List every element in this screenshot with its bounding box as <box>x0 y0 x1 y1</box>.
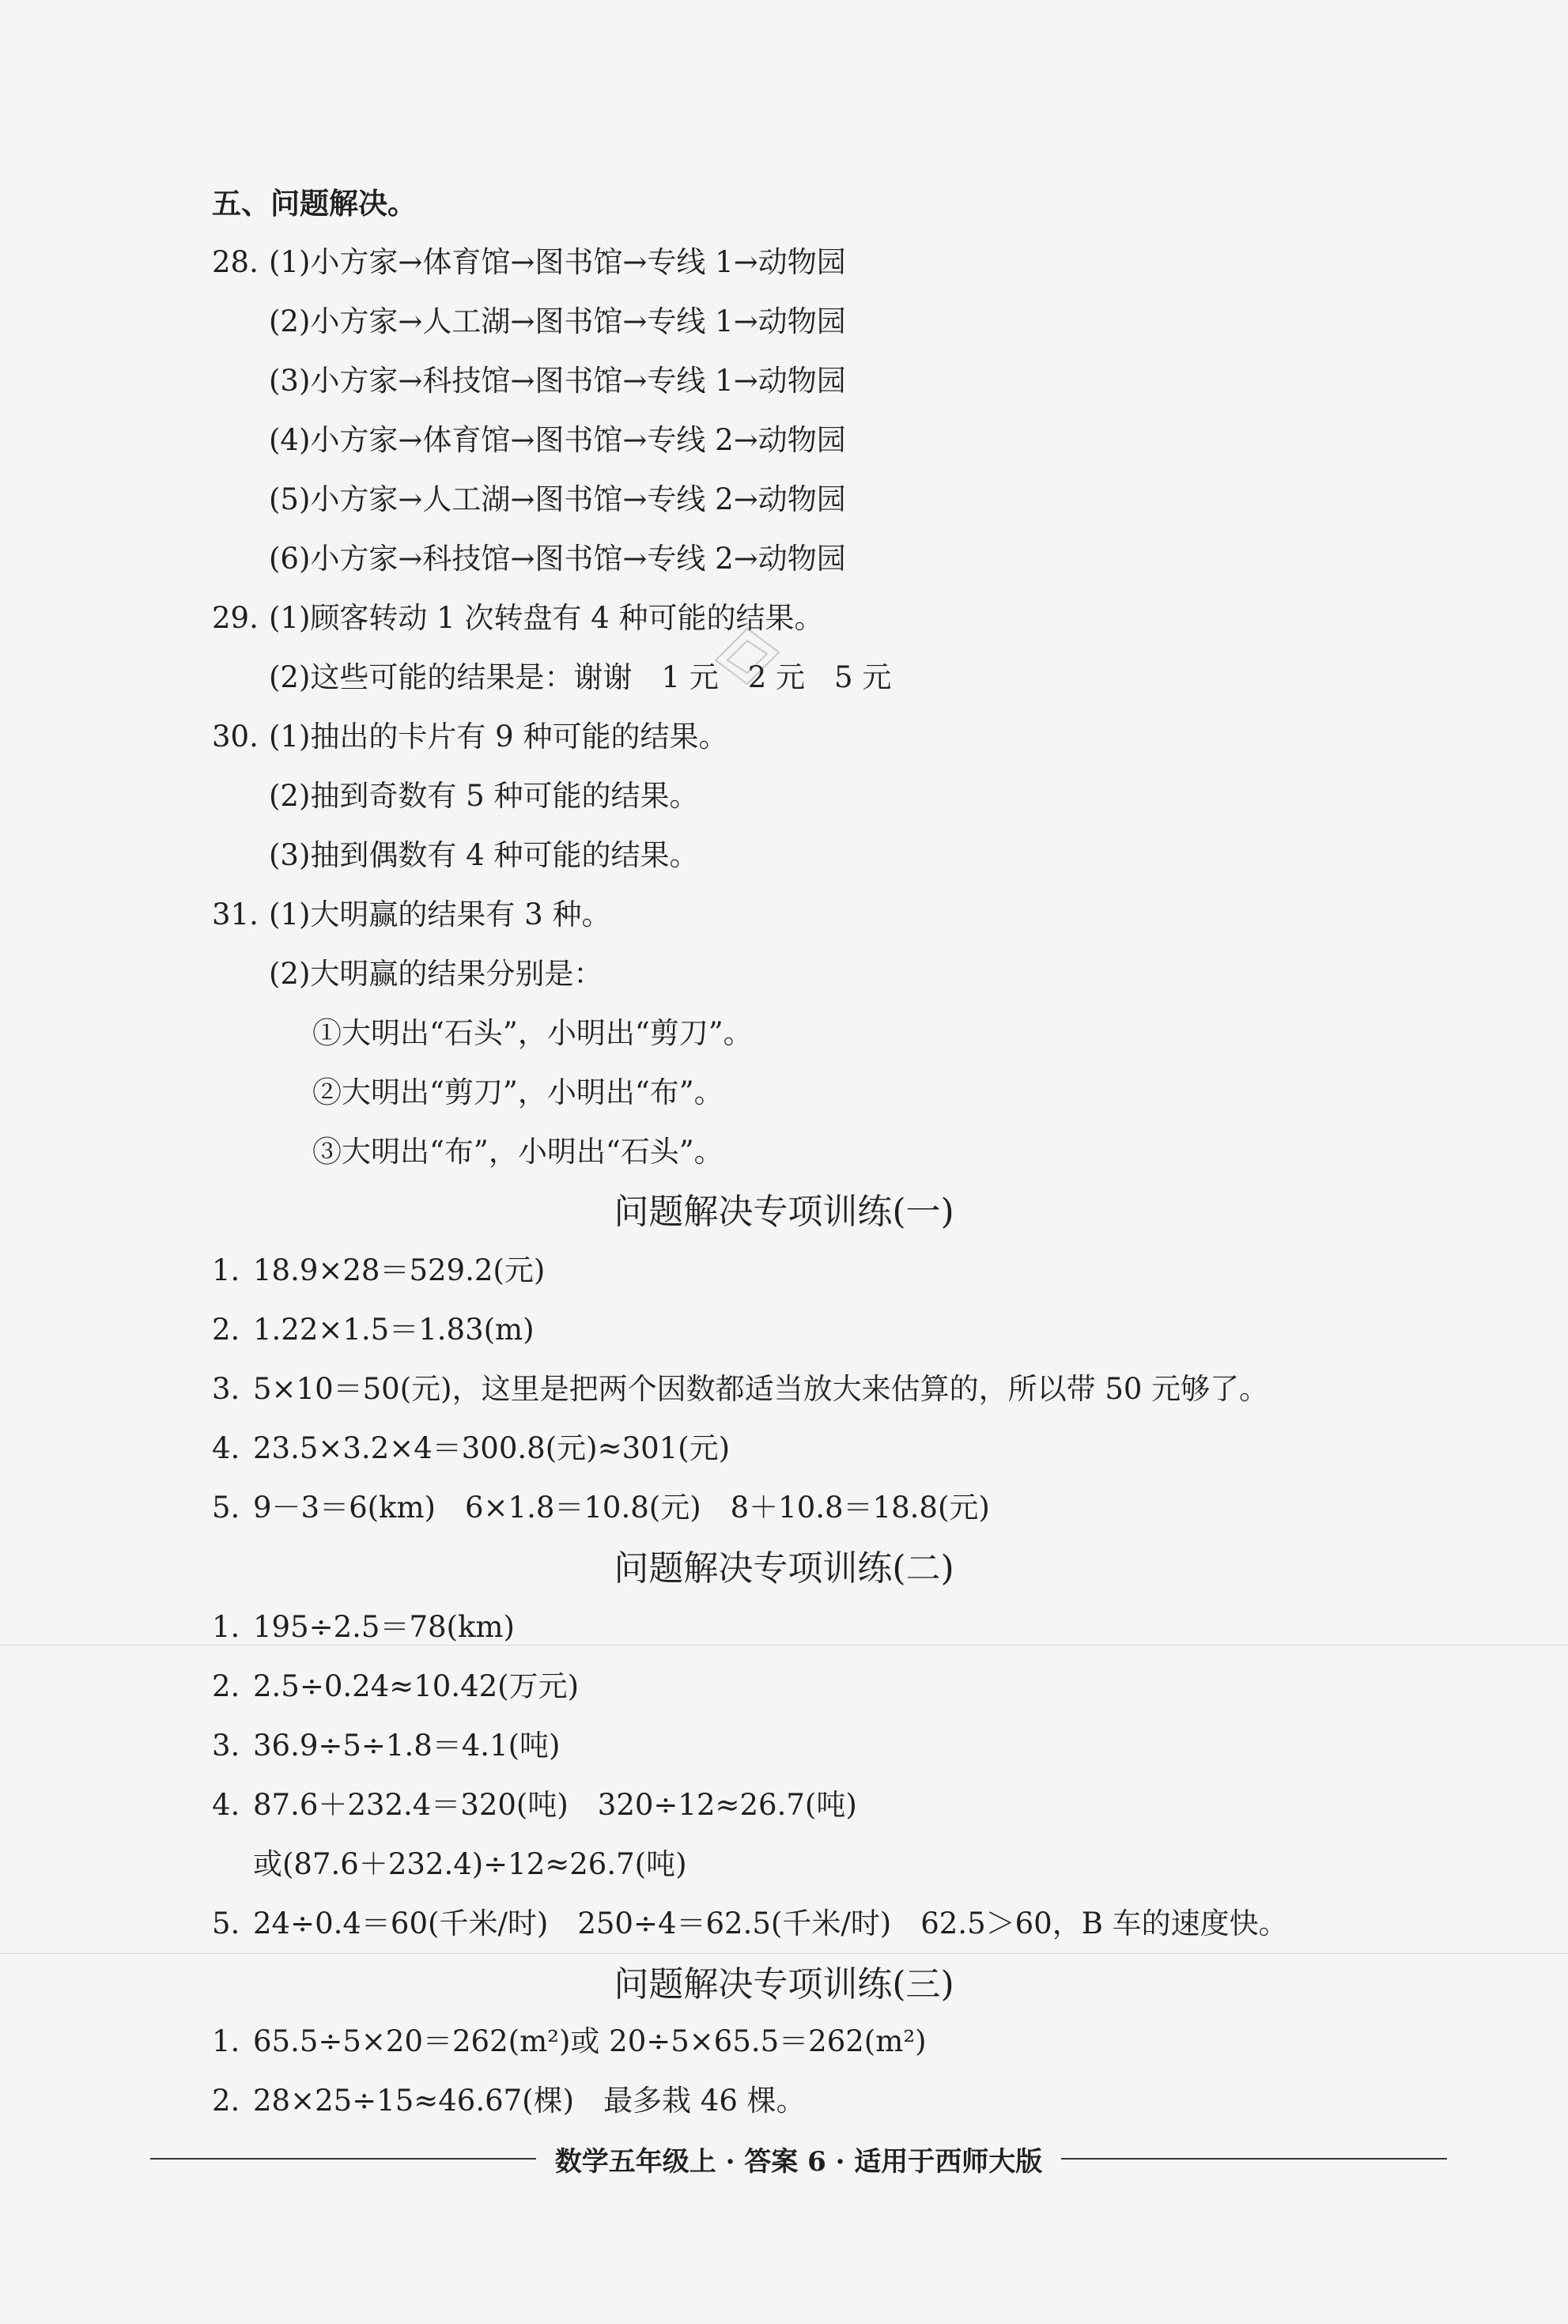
item-text: 9－3＝6(km) 6×1.8＝10.8(元) 8＋10.8＝18.8(元) <box>253 1491 990 1525</box>
answer-line: (5)小方家→人工湖→图书馆→专线 2→动物园 <box>269 482 846 516</box>
answer-line: (3)小方家→科技馆→图书馆→专线 1→动物园 <box>269 364 846 398</box>
answer-line: (1)抽出的卡片有 9 种可能的结果。 <box>269 720 728 754</box>
section-title: 问题解决专项训练(一) <box>614 1192 954 1232</box>
item-number: 1. <box>212 1610 240 1644</box>
case-line: ①大明出“石头”，小明出“剪刀”。 <box>312 1016 753 1050</box>
answer-line: (4)小方家→体育馆→图书馆→专线 2→动物园 <box>269 423 846 457</box>
answer-line: (1)小方家→体育馆→图书馆→专线 1→动物园 <box>269 245 846 279</box>
item-text: 23.5×3.2×4＝300.8(元)≈301(元) <box>253 1431 731 1465</box>
item-text: 28×25÷15≈46.67(棵) 最多栽 46 棵。 <box>253 2084 806 2118</box>
item-text: 87.6＋232.4＝320(吨) 320÷12≈26.7(吨) <box>253 1788 857 1822</box>
footer-rule-right <box>1061 2158 1447 2160</box>
item-number: 4. <box>212 1431 240 1465</box>
item-text: 24÷0.4＝60(千米/时) 250÷4＝62.5(千米/时) 62.5＞60，B 车的速度快。 <box>253 1906 1288 1940</box>
answer-line: (1)大明赢的结果有 3 种。 <box>269 897 611 931</box>
item-number: 4. <box>212 1788 240 1822</box>
item-number: 2. <box>212 1669 240 1703</box>
item-number: 3. <box>212 1729 240 1763</box>
scan-artifact-line <box>0 1953 1568 1954</box>
answer-line: (2)抽到奇数有 5 种可能的结果。 <box>269 779 699 813</box>
item-number: 3. <box>212 1372 240 1406</box>
case-line: ③大明出“布”，小明出“石头”。 <box>312 1135 724 1169</box>
answer-line: (2)小方家→人工湖→图书馆→专线 1→动物园 <box>269 304 846 338</box>
answer-line: (6)小方家→科技馆→图书馆→专线 2→动物园 <box>269 542 846 576</box>
footer-rule-left <box>150 2158 536 2160</box>
item-number: 5. <box>212 1906 240 1940</box>
question-number: 29. <box>212 601 259 635</box>
footer-text: 数学五年级上 · 答案 6 · 适用于西师大版 <box>554 2145 1043 2178</box>
item-text: 1.22×1.5＝1.83(m) <box>253 1313 535 1347</box>
section-title: 问题解决专项训练(三) <box>614 1964 954 2005</box>
answer-line: (3)抽到偶数有 4 种可能的结果。 <box>269 838 699 872</box>
item-text: 或(87.6＋232.4)÷12≈26.7(吨) <box>253 1847 687 1881</box>
question-number: 31. <box>212 897 259 931</box>
item-number: 2. <box>212 2084 240 2118</box>
item-text: 2.5÷0.24≈10.42(万元) <box>253 1669 580 1703</box>
stamp-watermark <box>700 605 795 700</box>
page-footer <box>150 2139 1447 2179</box>
answer-line: (2)这些可能的结果是：谢谢 1 元 2 元 5 元 <box>269 660 892 694</box>
case-line: ②大明出“剪刀”，小明出“布”。 <box>312 1075 724 1109</box>
section-title: 问题解决专项训练(二) <box>614 1548 954 1589</box>
item-text: 65.5÷5×20＝262(m²)或 20÷5×65.5＝262(m²) <box>253 2024 927 2058</box>
answer-line: (2)大明赢的结果分别是： <box>269 957 603 991</box>
item-text: 36.9÷5÷1.8＝4.1(吨) <box>253 1729 561 1763</box>
item-number: 5. <box>212 1491 240 1525</box>
item-number: 1. <box>212 2024 240 2058</box>
item-number: 1. <box>212 1253 240 1287</box>
question-number: 30. <box>212 720 259 754</box>
item-number: 2. <box>212 1313 240 1347</box>
item-text: 18.9×28＝529.2(元) <box>253 1253 546 1287</box>
question-number: 28. <box>212 245 259 279</box>
section-heading: 五、问题解决。 <box>212 187 417 221</box>
item-text: 195÷2.5＝78(km) <box>253 1610 515 1644</box>
answer-line: (1)顾客转动 1 次转盘有 4 种可能的结果。 <box>269 601 824 635</box>
item-text: 5×10＝50(元)，这里是把两个因数都适当放大来估算的，所以带 50 元够了。 <box>253 1372 1269 1406</box>
